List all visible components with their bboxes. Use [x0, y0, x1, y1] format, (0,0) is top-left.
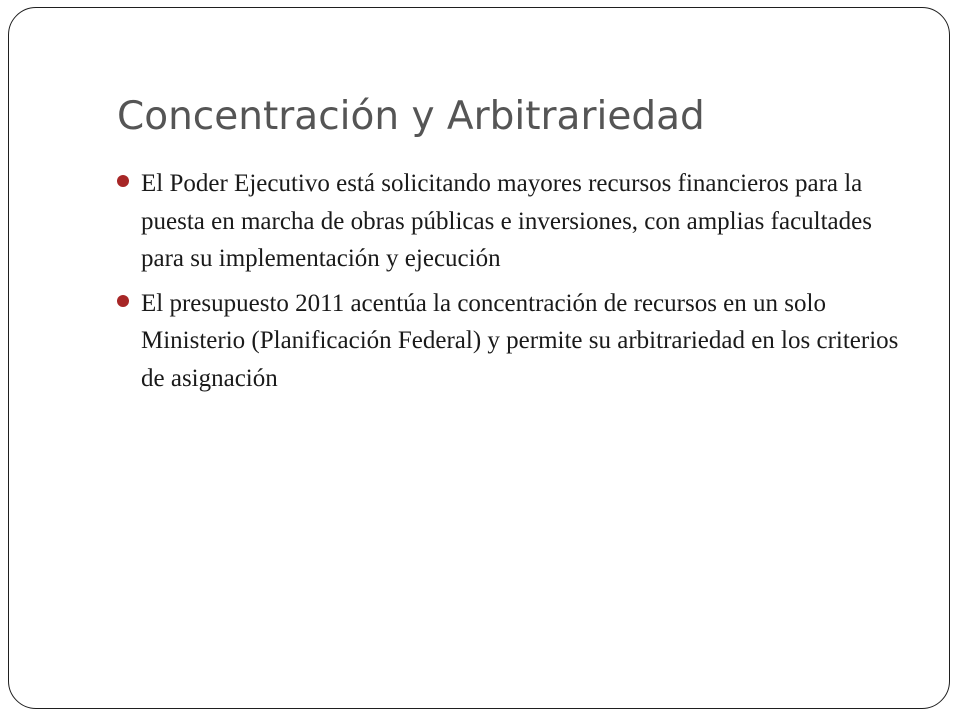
- bullet-list: [117, 165, 917, 404]
- bullet-dot-icon: [117, 175, 129, 187]
- slide-title: Concentración y Arbitrariedad: [117, 94, 705, 139]
- bullet-text: El Poder Ejecutivo está solicitando mayores recursos financieros para la puesta en marcha de obras públicas e inversiones, con amplias facultades para su implementación y ejecución: [141, 170, 872, 272]
- bullet-dot-icon: [117, 295, 129, 307]
- bullet-text: El presupuesto 2011 acentúa la concentración de recursos en un solo Ministerio (Planificación Federal) y permite su arbitrariedad en los criterios de asignación: [141, 289, 899, 392]
- bullet-item: [117, 285, 917, 398]
- slide-frame: [8, 7, 950, 709]
- bullet-item: [117, 165, 917, 278]
